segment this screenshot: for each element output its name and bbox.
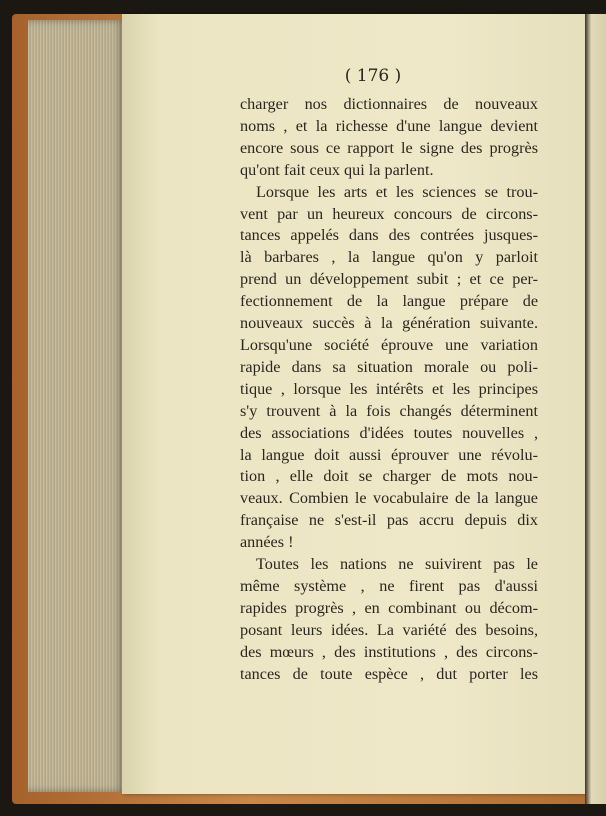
body-text xyxy=(240,94,538,685)
page-stack-edges xyxy=(28,20,126,792)
text-line: tances de toute espèce , dut porter les xyxy=(240,664,538,683)
text-line: même système , ne firent pas d'aussi xyxy=(240,576,538,595)
text-line: vent par un heureux concours de circons- xyxy=(240,204,538,223)
text-line: années ! xyxy=(240,533,294,552)
text-line: nouveaux succès à la génération suivante. xyxy=(240,314,538,333)
text-line: tances appelés dans des contrées jusques- xyxy=(240,226,538,245)
text-line: des mœurs , des institutions , des circons- xyxy=(240,642,538,661)
text-line: prend un développement subit ; et ce per- xyxy=(240,270,538,289)
text-line: s'y trouvent à la fois changés déterminent xyxy=(240,401,538,420)
page-number: ( 176 ) xyxy=(344,66,402,86)
text-line: la langue doit aussi éprouver une révolu- xyxy=(240,445,538,464)
text-line: qu'ont fait ceux qui la parlent. xyxy=(240,160,434,179)
text-line: rapide dans sa situation morale ou poli- xyxy=(240,357,538,376)
text-line: noms , et la richesse d'une langue devient xyxy=(240,116,538,135)
text-line: charger nos dictionnaires de nouveaux xyxy=(240,95,538,113)
text-line: française ne s'est-il pas accru depuis dix xyxy=(240,511,538,530)
text-line: rapides progrès , en combinant ou décom- xyxy=(240,598,538,617)
text-line: Lorsqu'une société éprouve une variation xyxy=(240,335,538,354)
right-page-edge xyxy=(585,14,606,804)
text-line: fectionnement de la langue prépare de xyxy=(240,292,538,311)
text-line: encore sous ce rapport le signe des progrès xyxy=(240,138,538,157)
text-line: tique , lorsque les intérêts et les principes xyxy=(240,379,538,398)
text-line: veaux. Combien le vocabulaire de la langue xyxy=(240,489,538,508)
text-line: des associations d'idées toutes nouvelles , xyxy=(240,423,538,442)
text-line: tion , elle doit se charger de mots nou- xyxy=(240,467,538,486)
text-line: Toutes les nations ne suivirent pas le xyxy=(256,555,538,574)
text-line: Lorsque les arts et les sciences se trou- xyxy=(256,182,538,201)
text-line: là barbares , la langue qu'on y parloit xyxy=(240,248,538,267)
text-line: posant leurs idées. La variété des besoins, xyxy=(240,620,538,639)
